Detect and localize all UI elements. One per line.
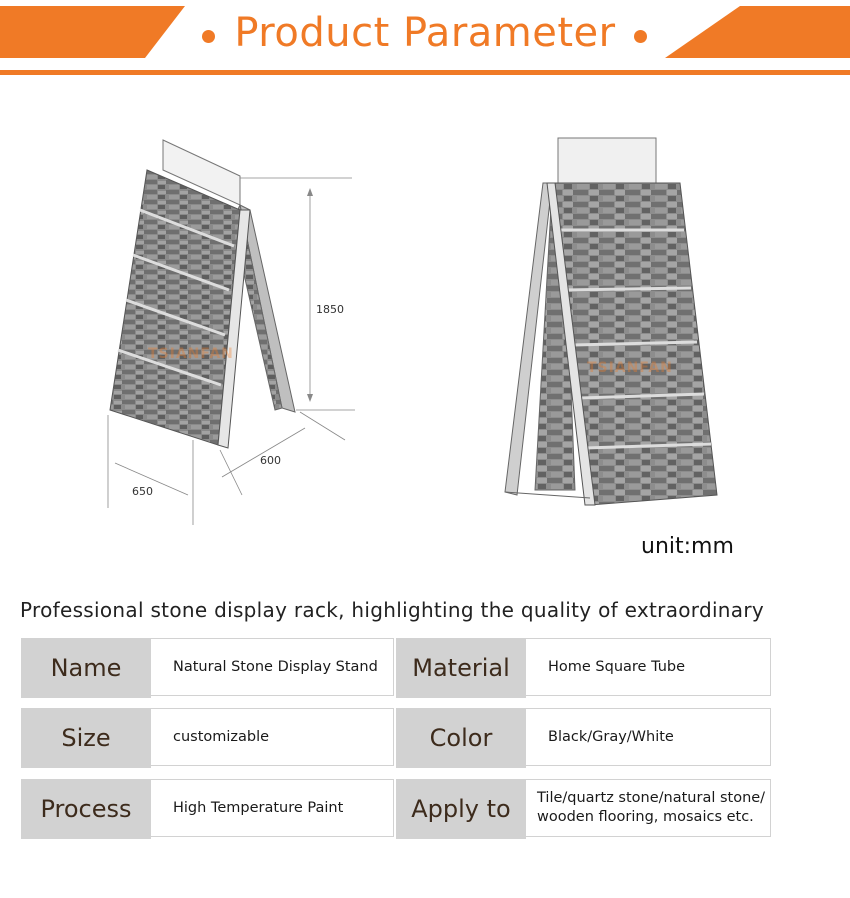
process-label: Process	[21, 779, 151, 839]
apply-to-value	[526, 779, 771, 837]
unit-label: unit:mm	[641, 534, 734, 559]
rack-drawing-svg	[100, 130, 370, 540]
material-value: Home Square Tube	[526, 638, 771, 696]
page-title: Product Parameter	[234, 10, 616, 56]
material-label: Material	[396, 638, 526, 698]
param-row-size	[21, 708, 771, 768]
color-value: Black/Gray/White	[526, 708, 771, 766]
param-row-process	[21, 779, 771, 839]
apply-to-value-line-1: Tile/quartz stone/natural stone/	[537, 790, 766, 806]
depth-dimension-label: 600	[260, 454, 281, 467]
color-label: Color	[396, 708, 526, 768]
name-value: Natural Stone Display Stand	[151, 638, 394, 696]
rack-dimension-drawing	[100, 130, 370, 540]
width-dimension-label: 650	[132, 485, 153, 498]
param-row-name	[21, 638, 771, 698]
size-label: Size	[21, 708, 151, 768]
process-value: High Temperature Paint	[151, 779, 394, 837]
watermark-logo-left: TSIANFAN	[148, 346, 234, 362]
rack-perspective-view	[495, 130, 735, 520]
apply-to-value-line-2: wooden flooring, mosaics etc.	[537, 809, 754, 825]
apply-to-label: Apply to	[396, 779, 526, 839]
header-banner	[0, 0, 850, 80]
rack-perspective-svg	[495, 130, 735, 520]
product-description: Professional stone display rack, highlighting the quality of extraordinary	[20, 598, 764, 622]
name-label: Name	[21, 638, 151, 698]
watermark-logo-right: TSIANFAN	[587, 360, 673, 376]
height-dimension-label: 1850	[316, 303, 344, 316]
size-value: customizable	[151, 708, 394, 766]
